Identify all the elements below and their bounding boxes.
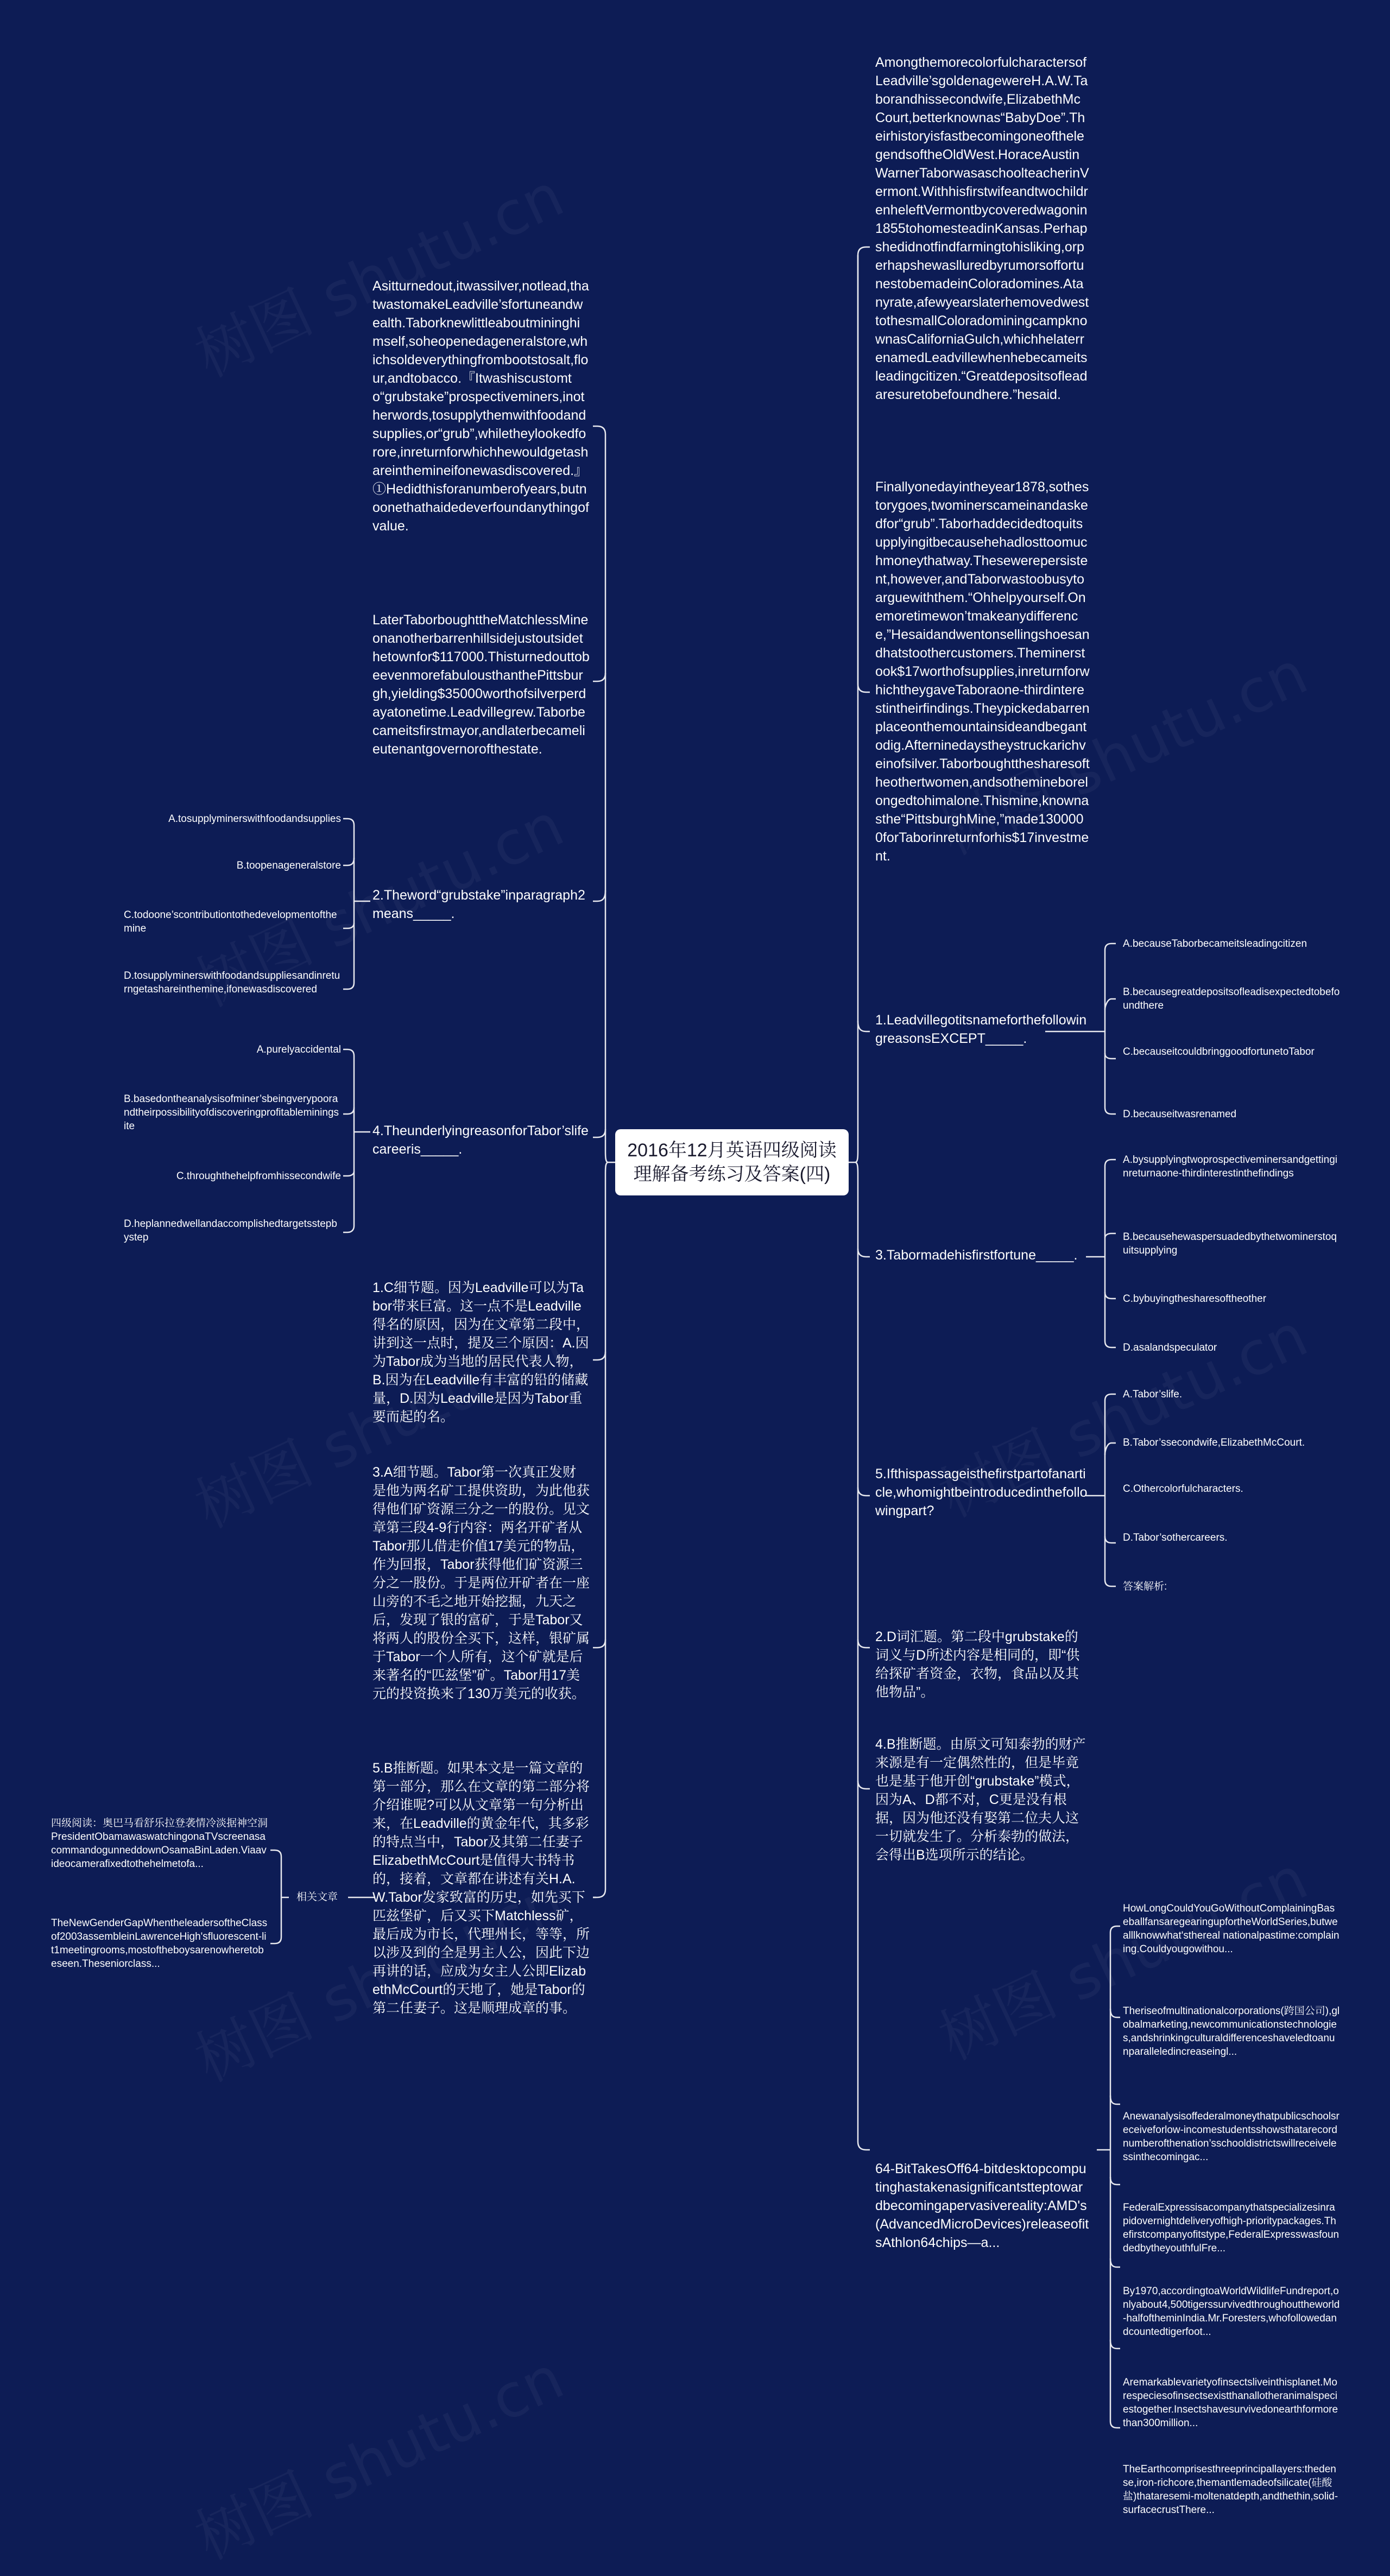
- q4-option-d[interactable]: D.heplannedwellandaccomplishedtargetsstepbystep: [124, 1218, 337, 1243]
- right-more-title[interactable]: 64-BitTakesOff64-bitdesktopcomputinghastakenasignificantstteptowardbecomingapervasivereality:AMD's(AdvancedMicroDevices)releaseofitsAthlon64chips—a...: [875, 2161, 1089, 2250]
- answer-analysis-label: 答案解析:: [1123, 1581, 1167, 1592]
- q4-option-c[interactable]: C.throughthehelpfromhissecondwife: [176, 1170, 341, 1182]
- right-question-5[interactable]: 5.Ifthispassageisthefirstpartofanarticle,whomightbeintroducedinthefollowingpart?: [875, 1466, 1088, 1518]
- more-article-3[interactable]: Anewanalysisoffederalmoneythatpublicschoolsreceiveforlow-incomestudentsshowsthatarecordnumberofthenation’sschooldistrictswillreceivelessinthecomingac...: [1123, 2111, 1340, 2163]
- related-articles-label: 相关文章: [296, 1891, 338, 1903]
- right-passage-1: AmongthemorecolorfulcharactersofLeadville’sgoldenagewereH.A.W.Taborandhissecondwife,ElizabethMcCourt,betterknownas“BabyDoe”.TheirhistoryisfastbecomingoneofthelegendsoftheOldWest.HoraceAustinWarnerTaborwasaschoolteacherinVermont.WithhisfirstwifeandtwochildrenheleftVermontbycoveredwagonin1855tohomesteadinKansas.Perhapshedidnotfindfarmingtohisliking,orperhapshewaslluredbyrumorsoffortunestobemadeinColoradomines.Atanyrate,afewyearslaterhemovedwesttothesmallColoradominingcampknownasCaliforniaGulch,whichhelaterrenamedLeadvillewhenhebecameitsleadingcitizen.“Greatdepositsofleadaresuretobefoundhere.”hesaid.: [875, 55, 1089, 402]
- q5-option-c[interactable]: C.Othercolorfulcharacters.: [1123, 1483, 1243, 1495]
- q4-option-b[interactable]: B.basedontheanalysisofminer’sbeingverypoorandtheirpossibilityofdiscoveringprofitableminingsite: [124, 1093, 339, 1132]
- q1-option-b[interactable]: B.becausegreatdepositsofleadisexpectedtobefoundthere: [1123, 986, 1340, 1011]
- right-answer-2: 2.D词汇题。第二段中grubstake的词义与D所述内容是相同的，即“供给探矿者资金，衣物，食品以及其他物品”。: [875, 1629, 1080, 1700]
- right-question-3[interactable]: 3.Tabormadehisfirstfortune_____.: [875, 1248, 1078, 1263]
- q5-option-a[interactable]: A.Tabor’slife.: [1123, 1389, 1183, 1400]
- left-question-2[interactable]: 2.Theword“grubstake”inparagraph2means_____.: [372, 888, 585, 921]
- more-article-5[interactable]: By1970,accordingtoaWorldWildlifeFundreport,onlyabout4,500tigerssurvivedthroughouttheworld-halfoftheminIndia.Mr.Foresters,whofollowedandcountedtigerfoot...: [1123, 2286, 1340, 2338]
- q2-option-a[interactable]: A.tosupplyminerswithfoodandsupplies: [168, 813, 341, 825]
- q3-option-b[interactable]: B.becausehewaspersuadedbythetwominerstoquitsupplying: [1123, 1231, 1337, 1256]
- left-answer-5: 5.B推断题。如果本文是一篇文章的第一部分，那么在文章的第二部分将介绍谁呢?可以从文章第一句分析出来，在Leadville的黄金年代，其多彩的特点当中，Tabor及其第二任妻子ElizabethMcCourt是值得大书特书的，接着，文章都在讲述有关H.A.W.Tabor发家致富的历史，如先买下匹兹堡矿，后又买下Matchless矿，最后成为市长，代理州长，等等，所以涉及到的全是男主人公，因此下边再讲的话，应成为女主人公即ElizabethMcCourt的天地了，她是Tabor的第二任妻子。这是顺理成章的事。: [372, 1761, 590, 2016]
- left-answer-3: 3.A细节题。Tabor第一次真正发财是他为两名矿工提供资助，为此他获得他们矿资源三分之一的股份。见文章第三段4-9行内容：两名开矿者从Tabor那儿借走价值17美元的物品，作为回报，Tabor获得他们矿资源三分之一股份。于是两位开矿者在一座山旁的不毛之地开始挖掘，九天之后，发现了银的富矿，于是Tabor又将两人的股份全买下，这样，银矿属于Tabor一个人所有，这个矿就是后来著名的“匹兹堡”矿。Tabor用17美元的投资换来了130万美元的收获。: [372, 1465, 590, 1701]
- root-node[interactable]: 2016年12月英语四级阅读理解备考练习及答案(四): [615, 1129, 849, 1195]
- q3-option-a[interactable]: A.bysupplyingtwoprospectiveminersandgettinginreturnaone-thirdinterestinthefindings: [1123, 1154, 1338, 1179]
- right-passage-2: Finallyonedayintheyear1878,sothestorygoes,twominerscameinandaskedfor“grub”.Taborhaddecidedtoquitsupplyingitbecausehehadlosttoomuchmoneythatway.Thesewerepersistent,however,andTaborwastoobusytoarguewiththem.“Ohhelpyourself.Onemoretimewon’tmakeanydifference,”Hesaidandwentonsellingshoesandhatstoothercustomers.Theminerstook$17worthofsupplies,inreturnforwhichtheygaveTaboraone-thirdinterestintheirfindings.Theypickedabarrenplaceonthemountainsideandbegantodig.Afterninedaystheystruckarichveinofsilver.Taborboughtthesharesoftheothertwomen,andsothemineborelongedtohimalone.Thismine,knownasthe“PittsburghMine,”made1300000forTaborinreturnforhis$17investment.: [875, 479, 1090, 864]
- related-article-1[interactable]: 四级阅读：奥巴马看舒乐拉登袭情冷淡据神空洞PresidentObamawaswatchingonaTVscreenasacommandogunneddownOsamaBinLaden.Viaavideocamerafixedtothehelmetofa...: [51, 1818, 268, 1870]
- left-answer-1: 1.C细节题。因为Leadville可以为Tabor带来巨富。这一点不是Leadville得名的原因，因为在文章第二段中，讲到这一点时，提及三个原因：A.因为Tabor成为当地的居民代表人物，B.因为在Leadville有丰富的铅的储藏量，D.因为Leadville是因为Tabor重要而起的名。: [372, 1280, 590, 1425]
- q3-option-c[interactable]: C.bybuyingthesharesoftheother: [1123, 1293, 1267, 1305]
- right-question-1[interactable]: 1.LeadvillegotitsnameforthefollowingreasonsEXCEPT_____.: [875, 1012, 1087, 1046]
- q1-option-a[interactable]: A.becauseTaborbecameitsleadingcitizen: [1123, 938, 1307, 950]
- q5-option-d[interactable]: D.Tabor’sothercareers.: [1123, 1532, 1228, 1543]
- related-article-2[interactable]: TheNewGenderGapWhentheleadersoftheClassof2003assembleinLawrenceHigh'sfluorescent-lit1meetingrooms,mostoftheboysarenowheretobeseen.Theseniorclass...: [51, 1917, 268, 1970]
- left-passage-2: LaterTaborboughttheMatchlessMineonanotherbarrenhillsidejustoutsidethetownfor$117000.ThisturnedouttobeevenmorefabulousthanthePittsburgh,yielding$35000worthofsilverperdayatonetime.Leadvillegrew.Taborbecameitsfirstmayor,andlaterbecamelieutenantgovernorofthestate.: [372, 612, 590, 757]
- right-answer-4: 4.B推断题。由原文可知泰勃的财产来源是有一定偶然性的，但是毕竟也是基于他开创“grubstake”模式，因为A、D都不对，C更是没有根据，因为他还没有娶第二位夫人这一切就发生了。分析泰勃的做法，会得出B选项所示的结论。: [875, 1737, 1086, 1863]
- q3-option-d[interactable]: D.asalandspeculator: [1123, 1342, 1217, 1353]
- q4-option-a[interactable]: A.purelyaccidental: [256, 1044, 341, 1055]
- more-article-4[interactable]: FederalExpressisacompanythatspecializesinrapidovernightdeliveryofhigh-prioritypackages.Thefirstcompanyofitstype,FederalExpresswasfoundedbytheyouthfulFre...: [1123, 2202, 1340, 2254]
- left-question-4[interactable]: 4.TheunderlyingreasonforTabor’slifecareeris_____.: [372, 1123, 589, 1157]
- q2-option-d[interactable]: D.tosupplyminerswithfoodandsuppliesandinreturngetashareinthemine,ifonewasdiscovered: [124, 970, 340, 995]
- q2-option-b[interactable]: B.toopenageneralstore: [236, 860, 341, 871]
- q5-option-b[interactable]: B.Tabor’ssecondwife,ElizabethMcCourt.: [1123, 1437, 1305, 1448]
- more-article-2[interactable]: Theriseofmultinationalcorporations(跨国公司),globalmarketing,newcommunicationstechnologies,andshrinkingculturaldifferenceshaveledtoanunparalleledincreaseingl...: [1123, 2005, 1340, 2058]
- more-article-6[interactable]: Aremarkablevarietyofinsectsliveinthisplanet.Morespeciesofinsectsexistthanallotheranimalspeciestogether.Insectshavesurvivedonearthformorethan300million...: [1123, 2377, 1338, 2429]
- left-passage-1: Asitturnedout,itwassilver,notlead,thatwastomakeLeadville’sfortuneandwealth.Taborknewlittleaboutmininghimself,soheopenedageneralstore,whichsoldeverythingfrombootstosalt,flour,andtobacco.『Itwashiscustomto“grubstake”prospectiveminers,inotherwords,tosupplythemwithfoodandsupplies,or“grub”,whiletheylookedforore,inreturnforwhichhewouldgetashareinthemineifonewasdiscovered.』①Hedidthisforanumberofyears,butnoonethathaidedeverfoundanythingofvalue.: [372, 279, 589, 534]
- more-article-1[interactable]: HowLongCouldYouGoWithoutComplainingBaseballfansaregearingupfortheWorldSeries,butwealllknowwhat'sthereal nationalpastime:complaining.Couldyougowithou...: [1123, 1903, 1340, 1955]
- q1-option-c[interactable]: C.becauseitcouldbringgoodfortunetoTabor: [1123, 1046, 1315, 1058]
- q1-option-d[interactable]: D.becauseitwasrenamed: [1123, 1109, 1237, 1120]
- more-article-7[interactable]: TheEarthcomprisesthreeprincipallayers:thedense,iron-richcore,themantlemadeofsilicate(硅酸盐)thataresemi-moltenatdepth,andthethin,solid-surfacecrustThere...: [1123, 2464, 1338, 2516]
- q2-option-c[interactable]: C.todoone’scontributiontothedevelopmentofthemine: [124, 909, 337, 934]
